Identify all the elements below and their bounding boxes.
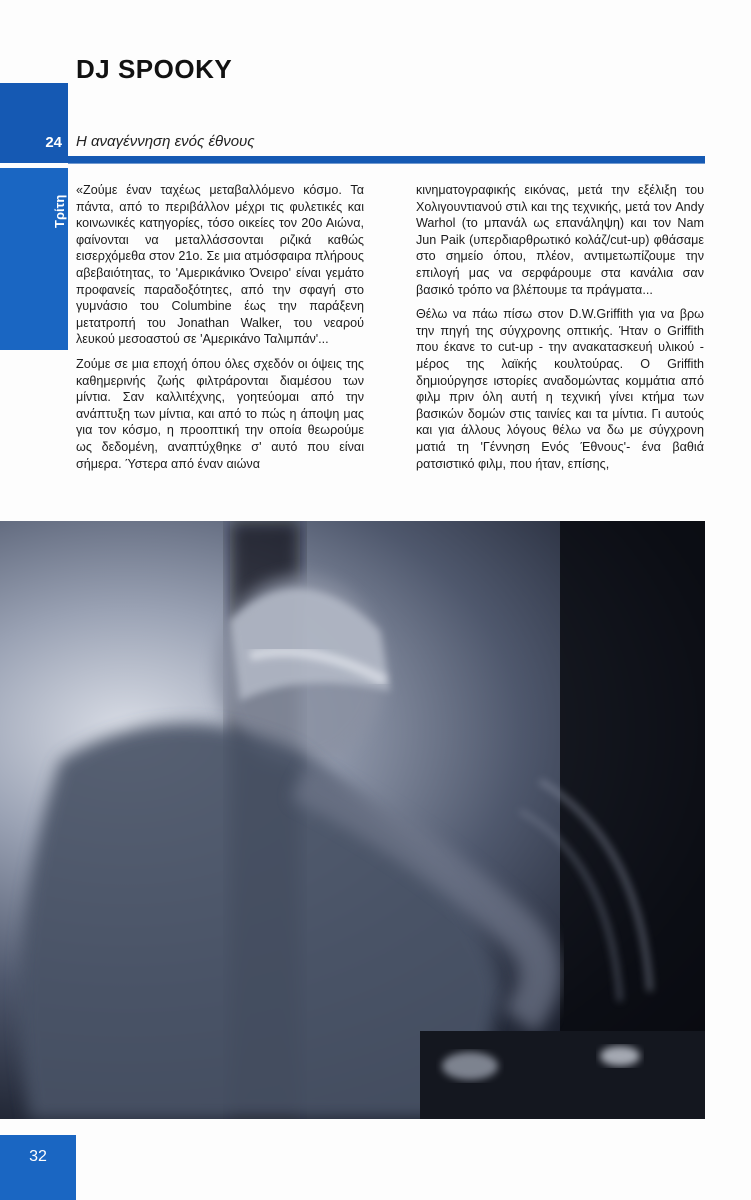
paragraph: «Ζούμε έναν ταχέως μεταβαλλόμενο κόσμο. Τα πάντα, από το περιβάλλον μέχρι τις φυλετικές και κοινωνικές κατηγορίες, τόσο οικείες τον 20ο Αιώνα, φαίνονται να μεταλλάσσονται ριζικά καθώς εισερχόμεθα στον 21ο. Σε μια ατμόσφαιρα πλήρους αβεβαιότητας, το 'Αμερικάνικο Όνειρο' είναι γεμάτο προφανείς παραδοξότητες, από την σφαγή στο γυμνάσιο του Columbine έως την παράξενη μετατροπή του Jonathan Walker, του νεαρού λευκού μεσοαστού σε 'Αμερικάνο Ταλιμπάν'... — [76, 183, 364, 347]
page-title: DJ SPOOKY — [76, 54, 233, 84]
article-column-right — [416, 182, 704, 480]
paragraph: Ζούμε σε μια εποχή όπου όλες σχεδόν οι όψεις της καθημερινής ζωής φιλτράρονται διαμέσου των μίντια. Σαν καλλιτέχνης, γοητεύομαι από την ανάπτυξη των μίντια, και από το πώς η άποψη μας για τον κόσμο, η προοπτική την οποία θεωρούμε ως δεδομένη, αναπτύχθηκε σ' αυτό που είναι σήμερα. Ύστερα από έναν αιώνα — [76, 356, 364, 471]
header-rule-thin — [68, 163, 705, 164]
side-day-label: Τρίτη — [52, 194, 67, 228]
paragraph: κινηματογραφικής εικόνας, μετά την εξέλιξη του Χολιγουντιανού στιλ και της τεχνικής, μετά τον Andy Warhol (το μπανάλ ως επανάληψη) και τον Nam Jun Paik (υπερδιαρθρωτικό κολάζ/cut-up) φθάσαμε στο σημείο όπου, πλέον, αντιμετωπίζουμε την επιλογή μας να σερφάρουμε στα κανάλια σαν βασικό τρόπο να βλέπουμε τα πράγματα... — [416, 183, 704, 297]
day-number: 24 — [45, 134, 62, 151]
page-subtitle: Η αναγέννηση ενός έθνους — [76, 133, 255, 150]
paragraph: Θέλω να πάω πίσω στον D.W.Griffith για να βρω την πηγή της σύγχρονης οπτικής. Ήταν ο Griffith που έκανε το cut-up - την ανακατασκευή υλικού - μέρος της λαϊκής κουλτούρας. Ο Griffith δημιούργησε ιστορίες αναδομώντας κομμάτια από φιλμ πριν όλη αυτή η τεχνική γίνει κτήμα των βασικών δομών στις ταινίες και τα μίντια. Γι αυτούς και για άλλους λόγους θέλω να δω με σύγχρονη ματιά τη 'Γέννηση Ενός Έθνους'- ένα βαθιά ρατσιστικό φιλμ, που ήταν, επίσης, — [416, 307, 704, 471]
photo-illustration — [0, 521, 705, 1119]
page-number: 32 — [0, 1135, 76, 1200]
article-column-left — [76, 182, 364, 480]
dj-performing-photo — [0, 521, 705, 1119]
header-rule — [0, 156, 705, 163]
